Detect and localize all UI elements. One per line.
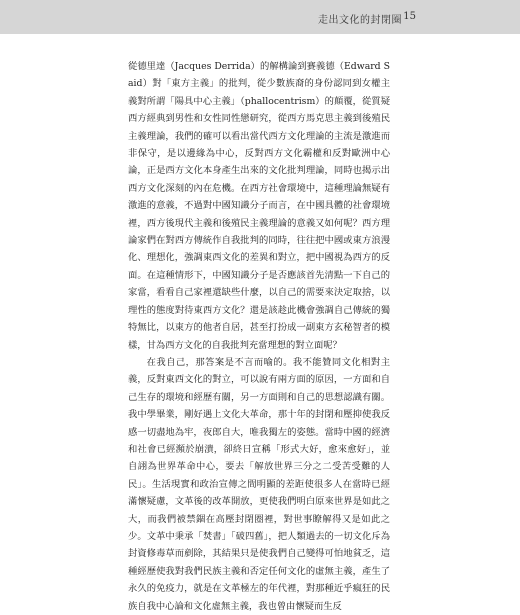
paragraph-1: 從德里達（Jacques Derrida）的解構論到賽義德（Edward Said）對「東方主義」的批判，從少數族裔的身份認同到女權主義對所謂「陽具中心主義」（phallocentrism）的顛覆，從質疑西方經典到男性和女性同性戀研究，從西方馬克思主義到後殖民主義理論，我們的確可以看出當代西方文化理論的主流是激進而非保守，是以邊緣為中心，反對西方文化霸權和反對歐洲中心論，正是西方文化本身產生出來的文化批判理論，同時也揭示出西方文化深刻的內在危機。在西方社會環境中，這種理論無疑有激進的意義，不過對中國知識分子而言，在中國具體的社會環境裡，西方後現代主義和後殖民主義理論的意義又如何呢？西方理論家們在對西方傳統作自我批判的同時，往往把中國或東方浪漫化、理想化，強調東西文化的差異和對立，把中國視為西方的反面。在這種情形下，中國知識分子是否應該首先清點一下自己的家當，看看自己家裡還缺些什麼，以自己的需要來決定取捨，以理性的態度對待東西方文化？還是該趁此機會強調自己傳統的獨特無比，以東方的他者自居，甚至打扮成一副東方玄秘智者的模樣，甘為西方文化的自我批判充當理想的對立面呢？ bbox=[128, 61, 390, 351]
paragraph-2: 在我自己，那答案是不言而喻的。我不能贊同文化相對主義，反對東西文化的對立，可以說有兩方面的原因，一方面和自己生存的環境和經歷有關，另一方面則和自己的思想認識有關。我中學畢業，剛好遇上文化大革命，那十年的封閉和壓抑使我反感一切盡地為牢，夜郎自大，唯我獨左的姿態。當時中國的經濟和社會已經瀕於崩潰，卻終日宣稱「形式大好，愈來愈好」，並自詡為世界革命中心，要去「解放世界三分之二受苦受難的人民」。生活現實和政治宣傳之間明顯的差距使很多人在當時已經滿懷疑慮，文革後的改革開放，更使我們明白原來世界是如此之大，而我們被禁錮在高壓封閉圈裡，對世事瞭解得又是如此之少。文革中秉承「焚書」「破四舊」，把人類過去的一切文化斥為封資修毒草而剷除，其結果只是使我們自己變得可怕地貧乏，這種經歷使我對我們民族主義和否定任何文化的虛無主義，產生了永久的免疫力，就是在文革極左的年代裡，對那種近乎瘋狂的民族自我中心論和文化虛無主義，我也曾由懷疑而生反 bbox=[128, 356, 390, 612]
page-header-bar bbox=[0, 0, 520, 34]
body-text bbox=[128, 58, 390, 615]
running-title: 走出文化的封閉圈 bbox=[318, 15, 402, 26]
page-number: 15 bbox=[403, 11, 416, 22]
